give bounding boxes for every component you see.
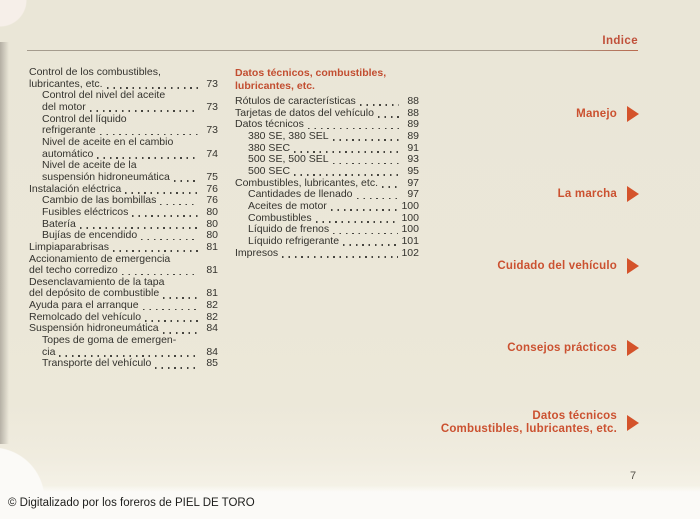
arrow-right-icon <box>627 340 639 356</box>
toc-entry-text: Control de los combustibles, <box>29 66 161 78</box>
toc-page-number: 89 <box>407 129 419 142</box>
tab-label-line: Combustibles, lubricantes, etc. <box>440 422 617 435</box>
toc-page-number: 100 <box>401 199 419 212</box>
toc-page-number: 81 <box>206 264 218 277</box>
toc-page-number: 82 <box>206 310 218 323</box>
toc-middle-entries <box>235 96 419 259</box>
tab-label-line: Datos técnicos <box>532 410 617 422</box>
dot-leader <box>141 239 198 241</box>
toc-page-number: 81 <box>206 287 218 300</box>
toc-entry <box>235 236 419 248</box>
toc-entry-text: 500 SE, 500 SEL <box>248 153 329 166</box>
tab-label-line: Consejos prácticos <box>507 341 617 354</box>
toc-page-number: 85 <box>206 357 218 370</box>
toc-entry-text: Aceites de motor <box>248 199 327 212</box>
toc-entry-text: Control del nivel del aceite <box>42 89 166 102</box>
toc-page-number: 88 <box>407 106 419 119</box>
toc-entry <box>29 277 218 300</box>
toc-entry-text: cia <box>42 345 56 358</box>
dot-leader <box>282 256 398 258</box>
tab-label <box>441 410 617 435</box>
toc-entry <box>29 335 218 358</box>
toc-entry-text: del motor <box>42 100 86 113</box>
arrow-right-icon <box>627 106 639 122</box>
toc-entry-text: Instalación eléctrica <box>29 182 122 195</box>
toc-entry-text: Impresos <box>235 246 279 259</box>
toc-entry <box>29 90 218 113</box>
dot-leader <box>333 233 398 235</box>
toc-page-number: 88 <box>407 95 419 107</box>
toc-entry-text: Desenclavamiento de la tapa <box>29 275 165 288</box>
toc-entry-text: 500 SEC <box>248 164 291 177</box>
toc-entry <box>235 201 419 213</box>
toc-entry-text: Batería <box>42 217 76 230</box>
toc-entry-text: lubricantes, etc. <box>29 77 103 90</box>
toc-entry-text: Limpiaparabrisas <box>29 240 109 253</box>
toc-entry-text: Combustibles, lubricantes, etc. <box>235 176 378 189</box>
tab-la-marcha <box>558 186 639 202</box>
scan-edge-shadow <box>0 42 9 444</box>
toc-entry <box>29 254 218 277</box>
dot-leader <box>132 215 198 217</box>
toc-page-number: 97 <box>407 188 419 201</box>
tab-datos-tecnicos <box>441 410 639 435</box>
section-header-line: lubricantes, etc. <box>235 79 315 92</box>
toc-page-number: 97 <box>407 176 419 189</box>
toc-page-number: 84 <box>206 322 218 335</box>
toc-entry-text: Combustibles <box>248 211 312 224</box>
tab-label-line: La marcha <box>557 187 617 200</box>
toc-entry-text: Nivel de aceite en el cambio <box>42 135 174 148</box>
dot-leader <box>343 244 398 246</box>
toc-page-number: 95 <box>407 164 419 177</box>
toc-left-column <box>29 67 218 370</box>
toc-entry-text: refrigerante <box>42 124 96 137</box>
toc-entry-text: Ayuda para el arranque <box>29 299 139 312</box>
toc-entry <box>29 67 218 90</box>
toc-page-number: 80 <box>206 229 218 242</box>
toc-entry <box>29 160 218 183</box>
page-title: Indice <box>602 35 638 47</box>
toc-entry-text: Cantidades de llenado <box>248 188 353 201</box>
toc-page-number: 73 <box>206 100 218 113</box>
tab-label <box>576 108 617 121</box>
page-number: 7 <box>630 470 637 482</box>
toc-entry <box>29 242 218 254</box>
tab-label <box>558 188 617 201</box>
toc-entry-text: 380 SE, 380 SEL <box>248 129 329 142</box>
tab-label-line: Cuidado del vehículo <box>497 259 617 272</box>
toc-page-number: 101 <box>401 234 419 247</box>
tab-consejos-practicos <box>507 340 639 356</box>
dot-leader <box>90 110 198 112</box>
toc-page-number: 73 <box>206 77 218 90</box>
dot-leader <box>378 116 399 118</box>
dot-leader <box>382 186 399 188</box>
tab-label <box>507 342 617 355</box>
dot-leader <box>333 163 399 165</box>
toc-entry-text: Líquido de frenos <box>248 223 330 236</box>
toc-entry <box>235 248 419 260</box>
toc-page-number: 93 <box>407 153 419 166</box>
toc-entry-text: Cambio de las bombillas <box>42 194 157 207</box>
toc-page-number: 89 <box>407 118 419 131</box>
arrow-right-icon <box>627 258 639 274</box>
arrow-right-icon <box>627 186 639 202</box>
toc-page-number: 100 <box>401 211 419 224</box>
toc-page-number: 73 <box>206 124 218 137</box>
toc-page-number: 84 <box>206 345 218 358</box>
toc-page-number: 76 <box>206 182 218 195</box>
toc-entry <box>235 96 419 108</box>
toc-page-number: 81 <box>206 240 218 253</box>
toc-entry-text: del depósito de combustible <box>29 287 160 300</box>
dot-leader <box>163 297 198 299</box>
tab-cuidado-del-vehiculo <box>497 258 639 274</box>
toc-entry-text: 380 SEC <box>248 141 291 154</box>
toc-entry-text: suspensión hidroneumática <box>42 170 170 183</box>
toc-page-number: 75 <box>206 170 218 183</box>
header-rule <box>27 50 638 51</box>
section-header-line: Datos técnicos, combustibles, <box>235 67 387 79</box>
toc-entry <box>29 114 218 137</box>
toc-entry-text: Bujías de encendido <box>42 229 138 242</box>
toc-entry-text: Topes de goma de emergen- <box>42 334 177 347</box>
dot-leader <box>331 209 399 211</box>
dot-leader <box>155 367 198 369</box>
toc-entry-text: Datos técnicos <box>235 118 304 131</box>
toc-page-number: 91 <box>407 141 419 154</box>
dot-leader <box>113 250 198 252</box>
toc-entry <box>235 166 419 178</box>
toc-page-number: 74 <box>206 147 218 160</box>
toc-entry-text: Control del líquido <box>42 112 127 125</box>
toc-entry-text: Remolcado del vehículo <box>29 310 142 323</box>
dot-leader <box>333 139 399 141</box>
toc-page-number: 102 <box>401 246 419 259</box>
toc-entry-text: del techo corredizo <box>29 264 118 277</box>
toc-entry-text: Transporte del vehículo <box>42 357 152 370</box>
section-header <box>235 67 419 92</box>
dot-leader <box>160 204 198 206</box>
arrow-right-icon <box>627 415 639 431</box>
toc-entry-text: Líquido refrigerante <box>248 234 340 247</box>
toc-entry-text: Rótulos de características <box>235 95 356 107</box>
toc-entry <box>29 207 218 219</box>
toc-page-number: 80 <box>206 205 218 218</box>
credit-text: © Digitalizado por los foreros de PIEL DE TORO <box>8 497 255 509</box>
dot-leader <box>294 174 399 176</box>
toc-page-number: 76 <box>206 194 218 207</box>
toc-entry-text: Suspensión hidroneumática <box>29 322 159 335</box>
dot-leader <box>360 104 399 106</box>
toc-entry-text: Tarjetas de datos del vehículo <box>235 106 374 119</box>
tab-manejo <box>576 106 639 122</box>
toc-entry <box>29 358 218 370</box>
toc-page-number: 80 <box>206 217 218 230</box>
dot-leader <box>143 309 198 311</box>
dot-leader <box>174 180 198 182</box>
tab-label <box>497 260 617 273</box>
toc-entry <box>235 131 419 143</box>
toc-entry-text: Fusibles eléctricos <box>42 205 129 218</box>
toc-entry-text: Accionamiento de emergencia <box>29 252 171 265</box>
toc-page-number: 82 <box>206 299 218 312</box>
toc-page-number: 100 <box>401 223 419 236</box>
dot-leader <box>357 198 400 200</box>
toc-entry-text: Nivel de aceite de la <box>42 159 137 172</box>
tab-label-line: Manejo <box>576 107 617 120</box>
toc-entry-text: automático <box>42 147 94 160</box>
toc-entry <box>29 137 218 160</box>
toc-middle-column <box>235 67 419 259</box>
